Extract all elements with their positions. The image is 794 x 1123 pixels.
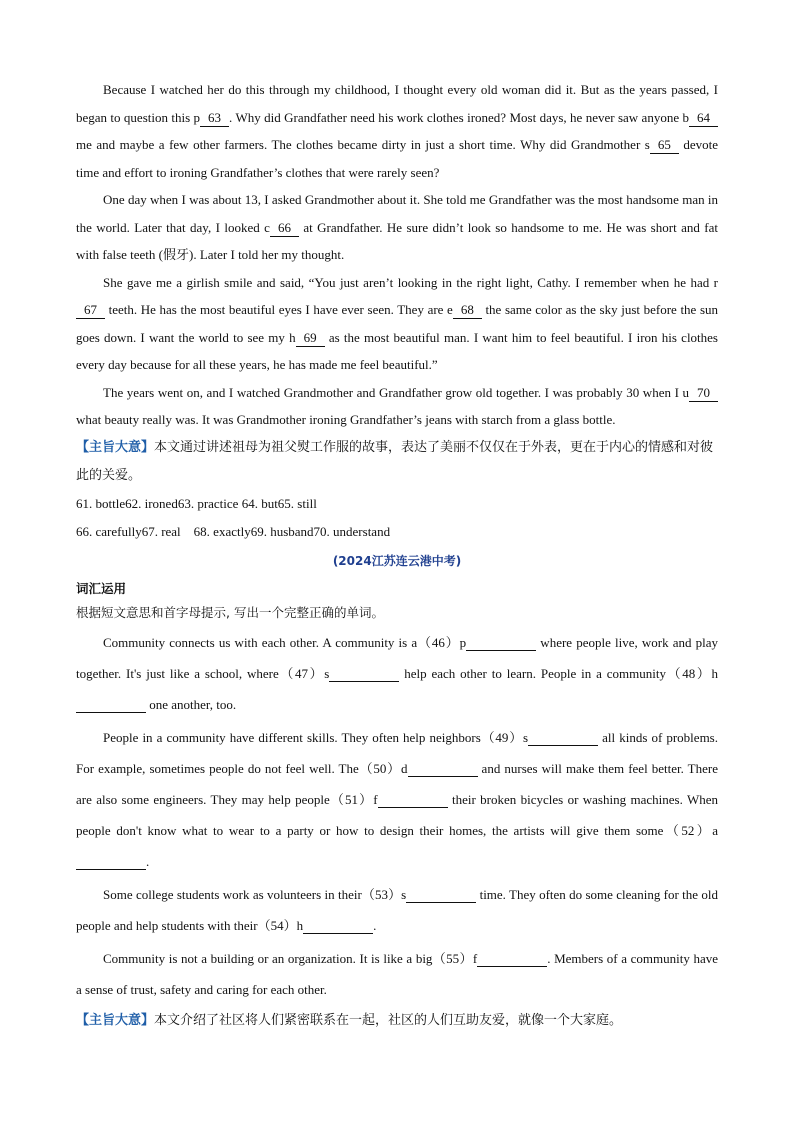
section-title: 词汇运用	[76, 580, 127, 596]
text-segment: me and maybe a few other farmers. The clothes became dirty in just a short time. Why did Grandmother s	[76, 137, 650, 152]
text-segment: devote time and effort to ironing Grandfather’s clothes that were rarely seen?	[76, 137, 718, 180]
passage2-paragraph-4	[76, 943, 718, 1005]
text-segment: She gave me a girlish smile and said, “You just aren’t looking in the right light, Cathy. I remember when he had r	[103, 274, 718, 290]
blank-66: 66	[270, 219, 299, 237]
text-segment: .	[146, 853, 150, 869]
answer-key-line-1: 61. bottle62. ironed63. practice 64. but65. still	[76, 495, 317, 511]
text-segment: People in a community have different skills. They often help neighbors（49）s	[103, 729, 529, 745]
blank-68: 68	[453, 301, 482, 319]
blank-52	[76, 854, 146, 870]
summary-text: 本文介绍了社区将人们紧密联系在一起，社区的人们互助友爱，就像一个大家庭。	[154, 1012, 623, 1028]
blank-63: 63	[200, 109, 229, 127]
text-segment: The years went on, and I watched Grandmother and Grandfather grow old together. I was probably 30 when I u	[103, 384, 689, 400]
text-segment: help each other to learn. People in a community（48）h	[399, 665, 718, 681]
passage2-summary	[76, 1007, 718, 1035]
passage1-paragraph-2	[76, 186, 718, 269]
blank-54	[303, 918, 373, 934]
text-segment: as the most beautiful man. I want him to feel beautiful. I iron his clothes every day because for all these years, he has made me feel beautiful.”	[76, 329, 718, 372]
blank-69: 69	[296, 329, 325, 347]
text-segment: all kinds of problems. For example, sometimes people do not feel well. The（50）d	[76, 729, 718, 776]
blank-64: 64	[689, 109, 718, 127]
exam-source-heading: (2024江苏连云港中考)	[332, 553, 462, 568]
summary-text: 本文通过讲述祖母为祖父熨工作服的故事，表达了美丽不仅仅在于外表，更在于内心的情感和对彼此的关爱。	[76, 439, 714, 483]
blank-49	[528, 730, 598, 746]
text-segment: Community connects us with each other. A community is a（46）p	[103, 634, 467, 650]
blank-53	[406, 887, 476, 903]
text-segment: the same color as the sky just before the sun goes down. I want the world to see my h	[76, 302, 719, 345]
blank-70: 70	[689, 384, 718, 402]
passage2-paragraph-3	[76, 879, 718, 941]
blank-50	[408, 761, 478, 777]
text-segment: where people live, work and play together. It's just like a school, where（47）s	[76, 634, 718, 681]
text-segment: and nurses will make them feel better. There are also some engineers. They may help people（51）f	[76, 760, 718, 807]
blank-46	[466, 635, 536, 651]
blank-51	[378, 792, 448, 808]
text-segment: . Why did Grandfather need his work clothes ironed? Most days, he never saw anyone b	[229, 109, 689, 125]
blank-65: 65	[650, 136, 679, 154]
passage1-paragraph-4	[76, 379, 718, 434]
blank-55	[477, 951, 547, 967]
instruction-text: 根据短文意思和首字母提示, 写出一个完整正确的单词。	[76, 604, 384, 620]
text-segment: One day when I was about 13, I asked Grandmother about it. She told me Grandfather was the most handsome man in the world. Later that day, I looked c	[76, 192, 718, 235]
text-segment: one another, too.	[146, 696, 237, 712]
passage1-paragraph-3	[76, 269, 718, 379]
blank-67: 67	[76, 301, 105, 319]
text-segment: . Members of a community have a sense of trust, safety and caring for each other.	[76, 950, 718, 997]
passage2-paragraph-1	[76, 627, 718, 720]
text-segment: Because I watched her do this through my childhood, I thought every old woman did it. But as the years passed, I began to question this p	[76, 82, 718, 125]
text-segment: what beauty really was. It was Grandmother ironing Grandfather’s jeans with starch from a glass bottle.	[76, 412, 616, 427]
text-segment: Community is not a building or an organization. It is like a big（55）f	[103, 950, 478, 966]
text-segment: their broken bicycles or washing machines. When people don't know what to wear to a party or how to design their homes, the artists will give them some（52）a	[76, 791, 718, 838]
passage1-paragraph-1	[76, 76, 718, 186]
blank-48	[76, 697, 146, 713]
text-segment: at Grandfather. He sure didn’t look so handsome to me. He was short and fat with false teeth (假牙). Later I told her my thought.	[76, 219, 718, 262]
text-segment: Some college students work as volunteers in their（53）s	[103, 886, 407, 902]
text-segment: teeth. He has the most beautiful eyes I have ever seen. They are e	[105, 302, 453, 317]
passage2-paragraph-2	[76, 722, 718, 877]
blank-47	[329, 666, 399, 682]
summary-tag: 【主旨大意】	[76, 439, 155, 455]
summary-tag: 【主旨大意】	[76, 1012, 155, 1028]
text-segment: time. They often do some cleaning for the old people and help students with their（54）h	[76, 886, 718, 933]
text-segment: .	[373, 917, 377, 933]
passage1-summary	[76, 434, 718, 490]
document-page	[76, 76, 718, 1035]
answer-key-line-2: 66. carefully67. real 68. exactly69. husband70. understand	[76, 523, 391, 539]
